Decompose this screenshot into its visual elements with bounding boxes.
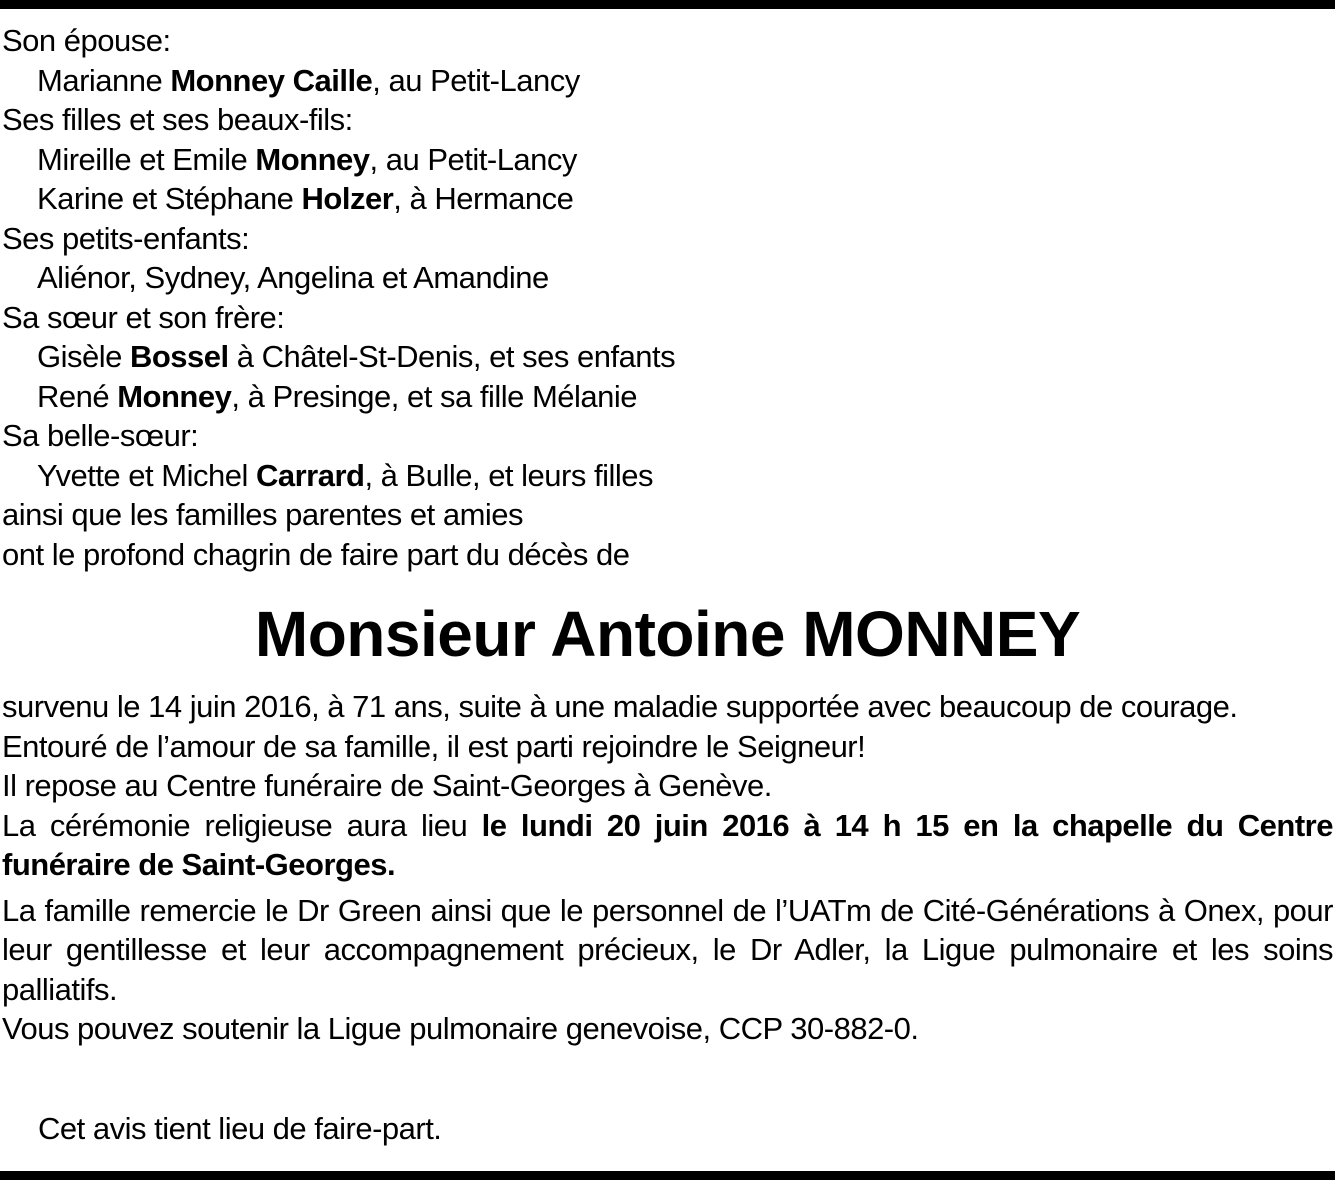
surrounded-line: Entouré de l’amour de sa famille, il est parti rejoindre le Seigneur! (2, 728, 866, 764)
bottom-rule (0, 1171, 1335, 1180)
ceremony-paragraph (2, 806, 1333, 885)
daughter-line-1 (2, 140, 1335, 180)
daughter1-first: Mireille et Emile (37, 141, 256, 177)
thanks-paragraph: La famille remercie le Dr Green ainsi que le personnel de l’UATm de Cité-Générations à Onex, pour leur gentillesse et leur accompagnement précieux, le Dr Adler, la Ligue pulmonaire et les soins palliatifs. (2, 892, 1333, 1007)
daughter2-surname: Holzer (301, 181, 394, 216)
ceremony-intro: La cérémonie religieuse aura lieu (2, 807, 482, 843)
daughters-heading: Ses filles et ses beaux-fils: (2, 102, 353, 137)
sister-first: Gisèle (37, 339, 130, 374)
sisterinlaw-first: Yvette et Michel (37, 457, 256, 493)
family-list (2, 21, 1335, 574)
daughter-line-2 (2, 179, 1335, 219)
sister-place: à Châtel-St-Denis, et ses enfants (228, 339, 676, 374)
daughter2-place: , à Hermance (393, 181, 574, 216)
brother-surname: Monney (117, 378, 232, 414)
spouse-line (2, 61, 1335, 101)
relatives-line: ainsi que les familles parentes et amies (2, 497, 524, 532)
sisterinlaw-place: , à Bulle, et leurs filles (364, 457, 653, 493)
closing-line: Cet avis tient lieu de faire-part. (38, 1111, 442, 1146)
daughter1-surname: Monney (255, 141, 370, 177)
brother-first: René (37, 378, 118, 414)
rests-line: Il repose au Centre funéraire de Saint-Georges à Genève. (2, 768, 772, 803)
spouse-surname: Monney Caille (170, 62, 373, 98)
spouse-heading: Son épouse: (2, 23, 171, 58)
spouse-place: , au Petit-Lancy (372, 62, 580, 98)
notice-body (2, 687, 1333, 1049)
spouse-first: Marianne (37, 62, 171, 98)
ceremony-details: le lundi 20 juin 2016 à 14 h 15 en la chapelle du Centre funéraire de Saint-Georges. (2, 807, 1333, 882)
deceased-name: Monsieur Antoine MONNEY (254, 598, 1081, 670)
brother-place: , à Presinge, et sa fille Mélanie (231, 378, 638, 414)
brother-line (2, 377, 1335, 417)
sister-line (2, 337, 1335, 377)
death-info: survenu le 14 juin 2016, à 71 ans, suite à une maladie supportée avec beaucoup de courage. (2, 689, 1238, 724)
sisterinlaw-surname: Carrard (255, 457, 365, 493)
grandchildren-line: Aliénor, Sydney, Angelina et Amandine (37, 260, 549, 295)
sisterinlaw-line (2, 456, 1335, 496)
donation-line: Vous pouvez soutenir la Ligue pulmonaire genevoise, CCP 30-882-0. (2, 1011, 919, 1046)
top-rule (0, 0, 1335, 9)
daughter1-place: , au Petit-Lancy (369, 141, 577, 177)
daughter2-first: Karine et Stéphane (37, 181, 302, 216)
sister-surname: Bossel (129, 339, 229, 374)
grandchildren-heading: Ses petits-enfants: (2, 220, 250, 256)
announcement-line: ont le profond chagrin de faire part du décès de (2, 536, 630, 572)
sisterinlaw-heading: Sa belle-sœur: (2, 418, 199, 453)
siblings-heading: Sa sœur et son frère: (2, 299, 285, 335)
